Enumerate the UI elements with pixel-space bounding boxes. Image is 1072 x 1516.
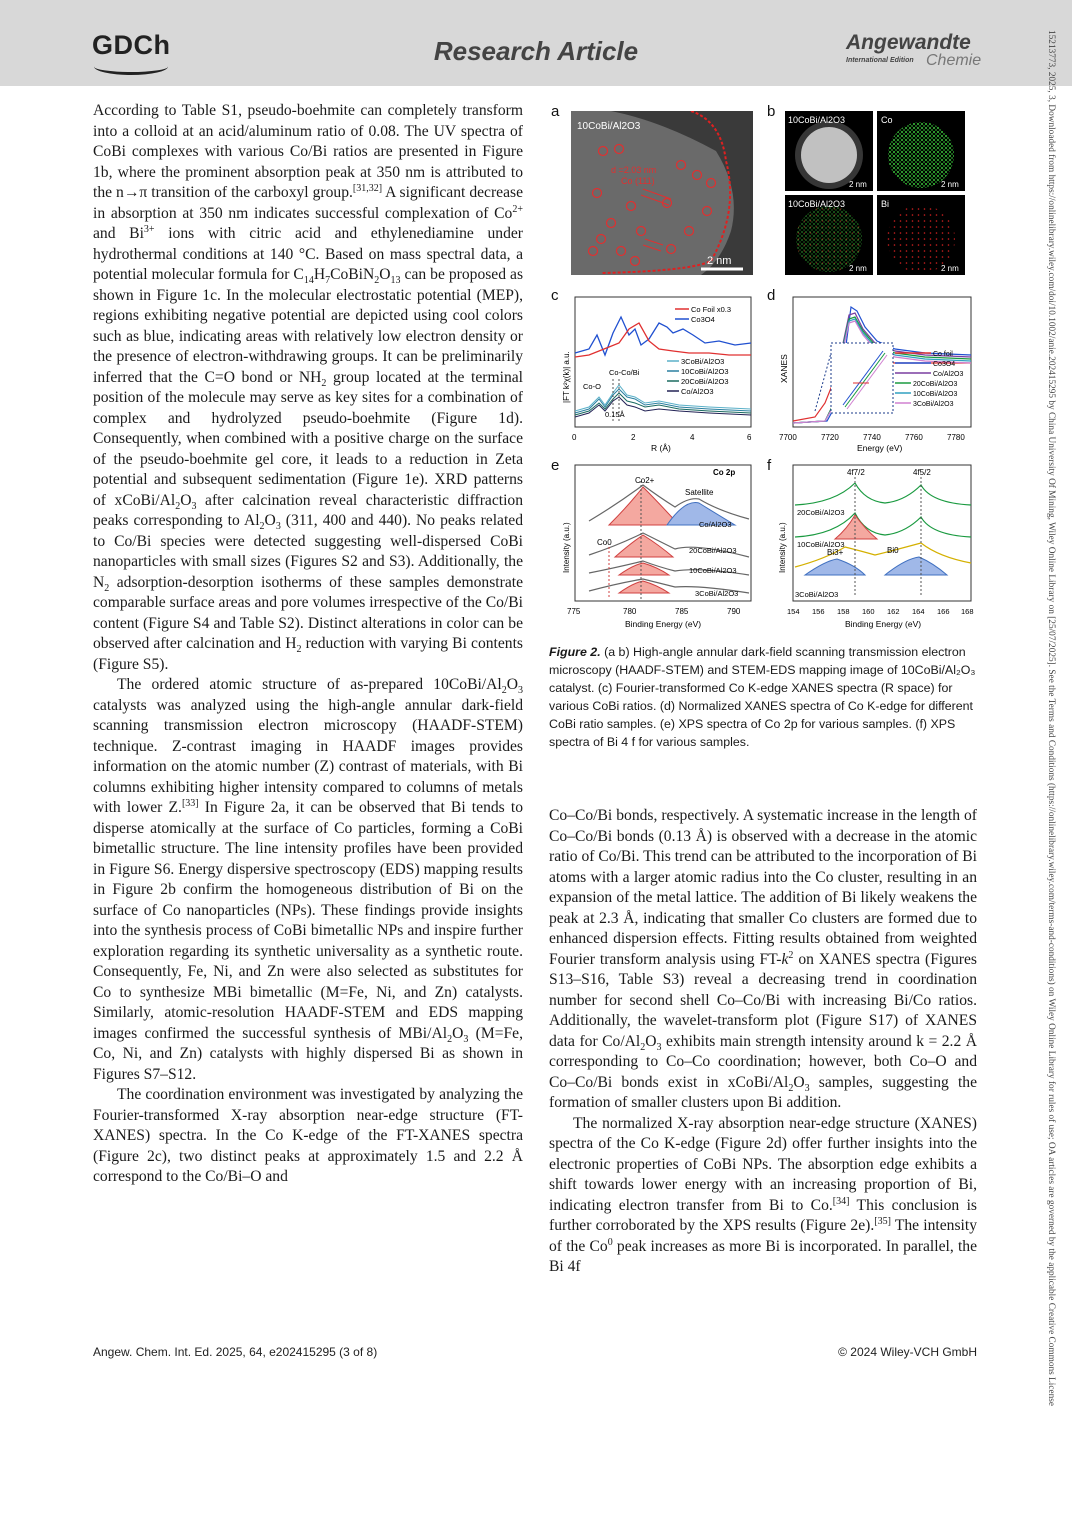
xtick: 790 xyxy=(727,607,741,616)
panel-e-xps-co2p-chart xyxy=(549,463,757,633)
panel-b-scale: 2 nm xyxy=(849,264,867,273)
paragraph: The coordination environment was investigated by analyzing the Fourier-transformed X-ray absorption near-edge structure (FT-XANES) spectra. In the Co K-edge of the FT-XANES spectra (Figure 2c), two distinct peaks at approximately 1.5 and 2.2 Å correspond to the Co/Bi–O and xyxy=(93,1086,523,1185)
panel-c-label: c xyxy=(551,287,559,304)
journal-logo: Angewandte xyxy=(846,31,971,54)
xtick: 0 xyxy=(572,433,577,442)
panel-b-tile-2: Co xyxy=(881,115,893,125)
xtick: 7700 xyxy=(779,433,797,442)
xtick: 154 xyxy=(787,607,800,616)
paragraph: Co–Co/Bi bonds, respectively. A systematic increase in the length of Co–Co/Bi bonds (0.13 Å) is observed with a decrease in the atomic ratio of Co/Bi. This trend can be attributed to the incorporation of Bi atoms with a larger atomic radius into the Co cluster, resulting in an expansion of the metal lattice. The addition of Bi likely weakens the peak at 2.3 Å, indicating that smaller Co clusters are formed due to enhanced dispersion effects. Fitting results obtained from weighted Fourier transform analysis using $FT-k^2$ on XANES spectra (Figures S13–S16, Table S3) reveal a decreasing trend in coordination number for second shell Co–Co/Bi with increasing Bi/Co ratios. Additionally, the wavelet-transform plot (Figure S17) of XANES data for $Co/Al_2O_3$ exhibits main strength intensity around k = 2.2 Å corresponding to Co–Co coordination; however, both Co–O and Co–Co/Bi bonds exist in xCoBi/$Al_2O_3$ samples, suggesting the formation of smaller clusters upon Bi addition. xyxy=(549,807,978,1111)
xtick: 156 xyxy=(812,607,825,616)
sample-label: 3CoBi/Al2O3 xyxy=(795,590,839,599)
paragraph: The ordered atomic structure of as-prepared $10CoBi/Al_2O_3$ catalysts was analyzed using the high-angle annular dark-field scanning transmission electron microscopy (HAADF-STEM) technique. Z-contrast imaging in HAADF images provides information on the atomic number (Z) contrast of materials, with Bi columns exhibiting higher intensity compared to columns of metals with lower Z.[33] In Figure 2a, it can be observed that Bi tends to disperse atomically at the surface of Co particles, forming a CoBi bimetallic structure. The line intensity profiles have been provided in Figure S6. Energy dispersive spectroscopy (EDS) mapping results in Figure 2b confirm the homogeneous distribution of Bi on the surface of Co nanoparticles (NPs). These findings provide insights into the synthesis process of CoBi bimetallic NPs and inspire further exploration regarding its synthetic universality as a synthetic route. Consequently, Fe, Ni, and Zn were also selected as substitutes for Co to synthesize MBi bimetallic (M=Fe, Ni, and Zn) catalysts. Similarly, atomic-resolution HAADF-STEM and EDS mapping images confirmed the successful synthesis of MBi/$Al_2O_3$ (M=Fe, Co, Ni, and Zn) catalysts with highly dispersed Bi as shown in Figures S7–S12. xyxy=(93,676,523,1083)
panel-f-label: f xyxy=(767,457,772,474)
xtick: 168 xyxy=(961,607,974,616)
series-co-foil xyxy=(575,323,751,357)
panel-b-scale: 2 nm xyxy=(941,264,959,273)
annotation-bi3: Bi3+ xyxy=(827,548,844,557)
annotation-bi0: Bi0 xyxy=(887,546,899,555)
legend-10cobi: 10CoBi/Al2O3 xyxy=(913,391,958,398)
xtick: 164 xyxy=(912,607,925,616)
sample-label: 10CoBi/Al2O3 xyxy=(689,566,737,575)
legend-coal2o3: Co/Al2O3 xyxy=(681,387,714,396)
legend-coal2o3: Co/Al2O3 xyxy=(933,371,964,378)
legend-co3o4: Co3O4 xyxy=(933,361,956,368)
xtick: 6 xyxy=(747,433,752,442)
panel-a-haadf-image xyxy=(571,111,753,275)
xtick: 775 xyxy=(567,607,581,616)
page-header xyxy=(0,0,1072,86)
panel-b-scale: 2 nm xyxy=(849,180,867,189)
panel-f-ylabel: Intensity (a.u.) xyxy=(778,522,787,573)
legend-3cobi: 3CoBi/Al2O3 xyxy=(913,401,954,408)
annotation-co2: Co2+ xyxy=(635,476,655,485)
panel-a-sample: 10CoBi/Al2O3 xyxy=(577,121,641,132)
panel-e-xlabel: Binding Energy (eV) xyxy=(625,619,702,629)
legend-co-foil: Co Foil x0.3 xyxy=(691,305,732,314)
panel-d-label: d xyxy=(767,287,776,304)
panel-c-ft-xanes-chart xyxy=(549,293,757,453)
panel-b-label: b xyxy=(767,103,776,120)
paragraph: According to Table S1, pseudo-boehmite can completely transform into a colloid at an acid/aluminum ratio of 0.08. The UV spectra of CoBi complexes with various Co/Bi ratios are presented in Figure 1b, where the prominent absorption peak at 350 nm is attributed to the n→π transition of the carboxyl group.[31,32] A significant decrease in absorption at 350 nm indicates successful complexation of $Co^{2+}$ and $Bi^{3+}$ ions with citric acid and ethylenediamine under hydrothermal conditions at 140 °C. Based on mass spectral data, a potential molecular formula for $C_{14}H_7CoBiN_2O_{13}$ can be proposed as shown in Figure 1c. In the molecular electrostatic potential (MEP), regions exhibiting negative potential are depicted using cool colors such as blue, indicating areas with relatively low electron density or the presence of electron-withdrawing groups. It can be preliminarily inferred that the C=O bond or $NH_2$ group located at the terminal position of the molecule may serve as key sites for a combination of complex and hydrolyzed pseudo-boehmite (Figure 1d). Consequently, when combined with a positive charge on the surface of the pseudo-boehmite gel core, it leads to a reduction in Zeta potential and subsequent sedimentation (Figure 1e). XRD patterns of xCoBi/$Al_2O_3$ after calcination reveal characteristic diffraction peaks corresponding to $Al_2O_3$ (311, 400 and 440). No peaks related to Co/Bi species were detected suggesting well-dispersed CoBi nanoparticles with small sizes (Figures S2 and S3). Additionally, the $N_2$ adsorption-desorption isotherms of these samples demonstrate comparable surface areas and pore volumes irrespective of the Co/Bi content (Figure S4 and Table S2). Distinct alterations in color can be observed after calcination and $H_2$ reduction with varying Bi contents (Figure S5). xyxy=(93,102,524,673)
sample-label: 3CoBi/Al2O3 xyxy=(695,589,739,598)
caption-label: Figure 2. xyxy=(549,645,601,659)
sample-label: 10CoBi/Al2O3 xyxy=(797,540,845,549)
panel-a-scale: 2 nm xyxy=(707,255,732,267)
journal-logo-sub: International Edition xyxy=(846,57,914,64)
annotation-4f72: 4f7/2 xyxy=(847,468,865,477)
right-column xyxy=(549,806,977,1278)
panel-c-xlabel: R (Å) xyxy=(651,443,671,453)
gdch-logo: GDCh xyxy=(92,30,171,60)
figure-caption xyxy=(549,643,977,751)
panel-e-tag: Co 2p xyxy=(713,468,736,477)
panel-f-xps-bi4f-chart xyxy=(765,463,977,633)
journal-logo-chemie: Chemie xyxy=(926,52,982,69)
xtick: 166 xyxy=(937,607,950,616)
panel-b-eds-maps xyxy=(785,111,965,275)
sample-label: 20CoBi/Al2O3 xyxy=(689,546,737,555)
panel-e-label: e xyxy=(551,457,560,474)
legend-3cobi: 3CoBi/Al2O3 xyxy=(681,357,725,366)
xtick: 4 xyxy=(690,433,695,442)
legend-co-foil: Co foil xyxy=(933,351,953,358)
panel-a-label: a xyxy=(551,103,560,120)
download-note xyxy=(1046,30,1063,1490)
xtick: 7780 xyxy=(947,433,965,442)
legend-20cobi: 20CoBi/Al2O3 xyxy=(681,377,729,386)
panel-a-dspacing: d =2.03 nm xyxy=(611,165,657,175)
caption-text: (a b) High-angle annular dark-field scanning transmission electron microscopy (HAADF-STEM) and STEM-EDS mapping image of 10CoBi/Al₂O₃ catalyst. (c) Fourier-transformed Co K-edge XANES spectra (R space) for various CoBi ratios. (d) Normalized XANES spectra of Co K-edge for different CoBi ratio samples. (e) XPS spectra of Co 2p for various samples. (f) XPS spectra of Bi 4 f for various samples. xyxy=(549,645,976,749)
footer-citation: Angew. Chem. Int. Ed. 2025, 64, e202415295 (3 of 8) xyxy=(93,1345,378,1359)
xtick: 2 xyxy=(631,433,636,442)
legend-10cobi: 10CoBi/Al2O3 xyxy=(681,367,729,376)
xtick: 780 xyxy=(623,607,637,616)
sample-label: 20CoBi/Al2O3 xyxy=(797,508,845,517)
figure-2 xyxy=(549,101,977,635)
panel-a-plane: Co (111) xyxy=(621,176,655,186)
xtick: 7760 xyxy=(905,433,923,442)
paragraph: The normalized X-ray absorption near-edge structure (XANES) spectra of the Co K-edge (Figure 2d) offer further insights into the electronic properties of CoBi NPs. The absorption edge exhibits a shift towards lower energy with an increasing proportion of Bi, indicating electron transfer from Bi to Co.[34] This conclusion is further corroborated by the XPS results (Figure 2e).[35] The intensity of the Co$^0$ peak increases as more Bi is incorporated. In parallel, the Bi 4f xyxy=(549,1114,977,1275)
xtick: 158 xyxy=(837,607,850,616)
panel-b-tile-4: Bi xyxy=(881,199,890,209)
left-column xyxy=(93,101,523,1188)
panel-f-xlabel: Binding Energy (eV) xyxy=(845,619,922,629)
panel-b-tile-1: 10CoBi/Al2O3 xyxy=(788,115,846,125)
panel-c-ylabel: |FT k²χ(k)| a.u. xyxy=(562,351,571,403)
legend-co3o4: Co3O4 xyxy=(691,315,715,324)
panel-d-xanes-chart xyxy=(765,293,977,453)
panel-b-scale: 2 nm xyxy=(941,180,959,189)
xtick: 160 xyxy=(862,607,875,616)
annotation-satellite: Satellite xyxy=(685,488,714,497)
panel-d-xlabel: Energy (eV) xyxy=(857,443,903,453)
footer-copyright: © 2024 Wiley-VCH GmbH xyxy=(838,1345,977,1359)
xtick: 7740 xyxy=(863,433,881,442)
sample-label: Co/Al2O3 xyxy=(699,520,732,529)
annotation-co0: Co0 xyxy=(597,538,612,547)
legend-20cobi: 20CoBi/Al2O3 xyxy=(913,381,958,388)
xtick: 785 xyxy=(675,607,689,616)
xtick: 162 xyxy=(887,607,900,616)
annotation-4f52: 4f5/2 xyxy=(913,468,931,477)
panel-d-ylabel: XANES xyxy=(779,354,789,383)
annotation-co-o: Co-O xyxy=(583,382,601,391)
annotation-shift: 0.15Å xyxy=(605,410,625,419)
section-title: Research Article xyxy=(433,36,639,66)
panel-b-tile-3: 10CoBi/Al2O3 xyxy=(788,199,846,209)
download-note-text: 15213773, 2025, 3, Downloaded from https://onlinelibrary.wiley.com/doi/10.1002/anie.202415295 by China University Of Mining, Wiley Online Library on [25/07/2025]. See the Terms and Conditions (https://onlinelibrary.wiley.com/terms-and-conditions) on Wiley Online Library for rules of use; OA articles are governed by the applicable Creative Commons License xyxy=(1046,30,1056,1406)
annotation-co-cobi: Co-Co/Bi xyxy=(609,368,640,377)
panel-e-ylabel: Intensity (a.u.) xyxy=(562,522,571,573)
xtick: 7720 xyxy=(821,433,839,442)
